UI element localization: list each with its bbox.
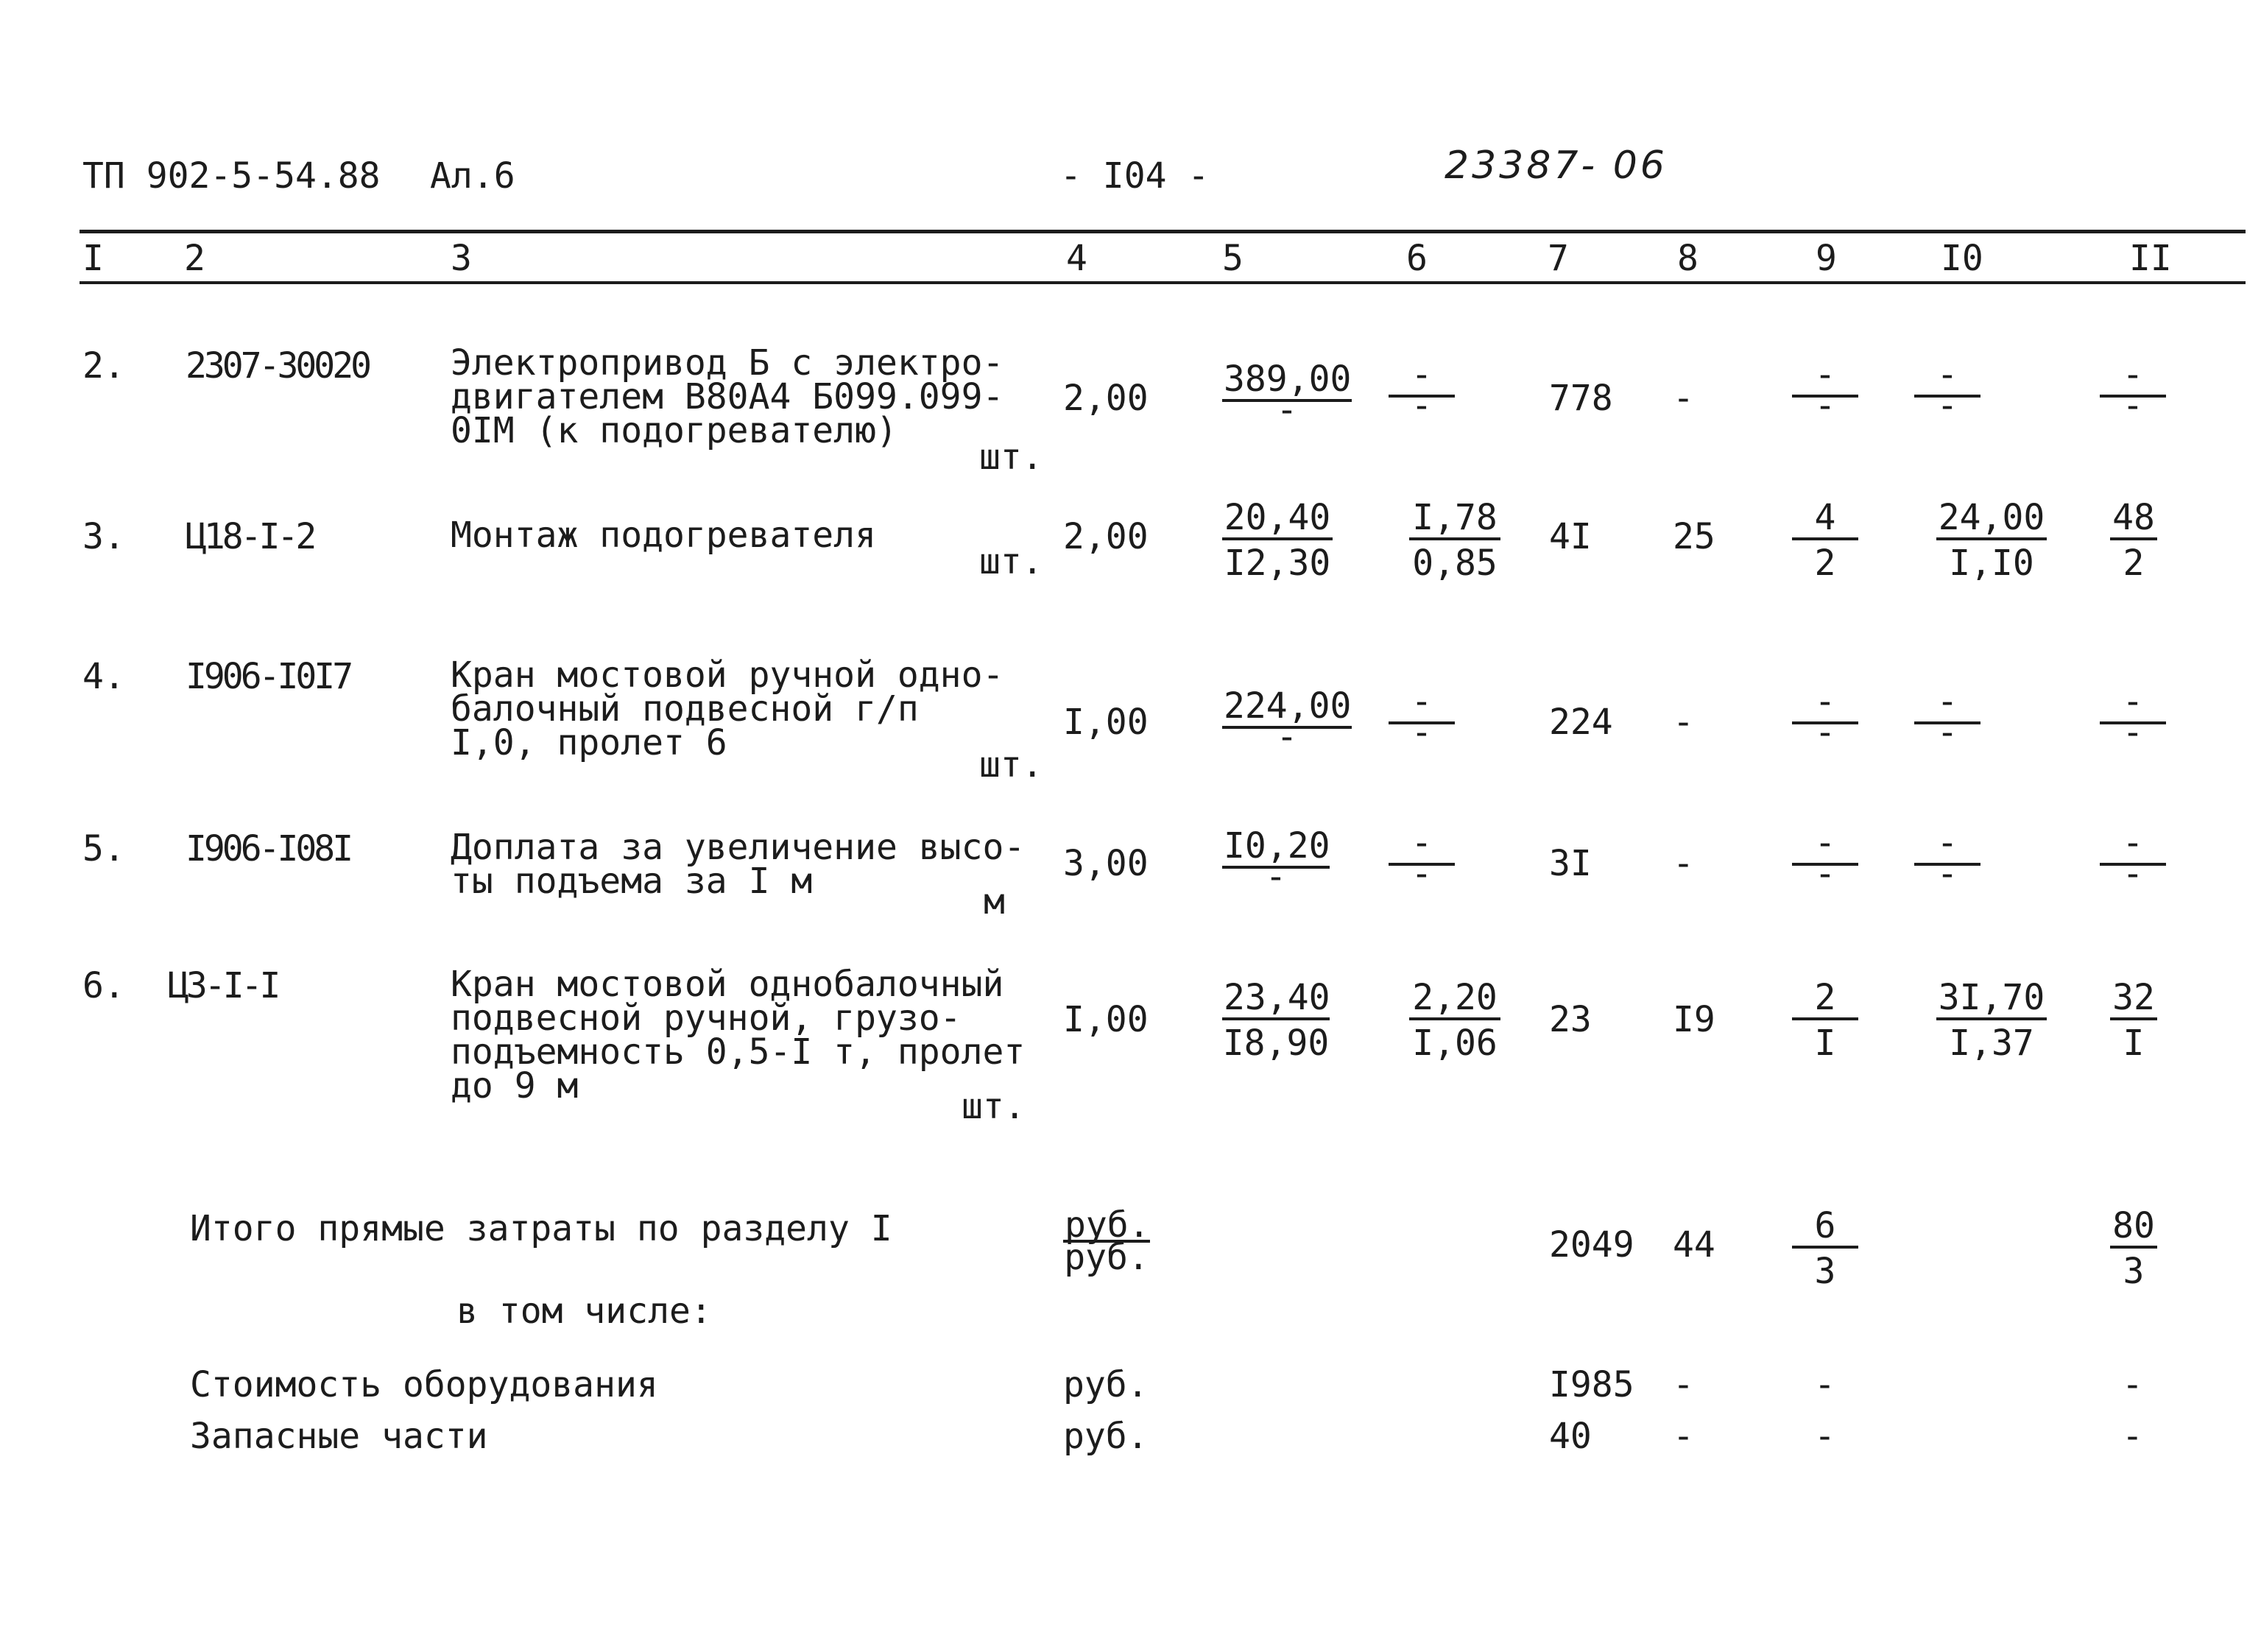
labour-per-unit — [1914, 822, 1980, 894]
labour-per-unit — [1914, 354, 1980, 426]
totals-machine-cost-bottom: 3 — [1814, 1251, 1836, 1292]
labour-per-unit-workers: - — [1914, 356, 1980, 398]
column-header-6: 6 — [1406, 238, 1428, 279]
item-description-line: Монтаж подогревателя — [451, 515, 876, 556]
labour-per-unit-machinists: - — [1936, 853, 1958, 894]
total-machine-cost-wages: - — [1814, 853, 1836, 894]
item-description-line: ты подъема за I м — [451, 861, 813, 902]
unit-cost-total: 20,40 — [1222, 499, 1333, 540]
price-code: Ц3-I-I — [168, 965, 278, 1006]
column-header-4: 4 — [1066, 238, 1087, 279]
quantity: 2,00 — [1063, 516, 1149, 557]
labour-per-unit-machinists: - — [1936, 712, 1958, 753]
total-wages: 25 — [1673, 516, 1715, 557]
quantity: 2,00 — [1063, 378, 1149, 419]
unit-machine-cost-wages: 0,85 — [1412, 543, 1498, 584]
unit-cost-wages: - — [1276, 389, 1298, 431]
row-number: 3. — [82, 516, 125, 557]
equipment-cost-total: I985 — [1549, 1364, 1634, 1405]
total-cost: 778 — [1549, 378, 1613, 419]
equipment-cost-unit: руб. — [1063, 1364, 1149, 1405]
item-description-line: Кран мостовой ручной одно- — [451, 654, 1004, 696]
column-header-11: II — [2129, 238, 2172, 279]
total-machine-cost — [1792, 354, 1858, 426]
top-rule — [80, 230, 2246, 233]
total-wages: - — [1673, 843, 1694, 884]
unit-machine-cost-total: - — [1389, 683, 1455, 724]
labour-per-unit-workers: 3I,70 — [1936, 979, 2047, 1020]
unit-cost-wages: - — [1276, 716, 1298, 758]
labour-per-unit-machinists: - — [1936, 385, 1958, 426]
total-machine-cost-wages: - — [1814, 712, 1836, 753]
unit-machine-cost — [1389, 822, 1455, 894]
total-machine-cost — [1792, 499, 1858, 582]
total-machine-cost-wages: 2 — [1814, 543, 1836, 584]
page-number: - I04 - — [1060, 155, 1210, 197]
spare-parts-label: Запасные части — [190, 1416, 488, 1457]
price-code: 2307-30020 — [186, 345, 369, 386]
album-number: Ал.6 — [430, 155, 515, 197]
labour-per-unit-machinists: I,37 — [1949, 1023, 2034, 1064]
labour-total-workers: - — [2100, 683, 2166, 724]
unit-cost — [1222, 979, 1330, 1062]
column-header-9: 9 — [1816, 238, 1837, 279]
unit-machine-cost — [1389, 354, 1455, 426]
unit-cost-wages: - — [1265, 856, 1287, 897]
total-machine-cost-total: 4 — [1792, 499, 1858, 540]
spare-parts-unit: руб. — [1063, 1416, 1149, 1457]
row-number: 4. — [82, 656, 125, 697]
totals-total-cost: 2049 — [1549, 1224, 1634, 1266]
unit-machine-cost-total: I,78 — [1409, 499, 1500, 540]
unit-machine-cost-wages: - — [1411, 712, 1433, 753]
quantity: 3,00 — [1063, 843, 1149, 884]
labour-total — [2100, 354, 2166, 426]
unit-cost-wages: I8,90 — [1222, 1023, 1330, 1064]
unit-machine-cost-wages: - — [1411, 385, 1433, 426]
labour-total-workers: - — [2100, 356, 2166, 398]
labour-per-unit — [1914, 681, 1980, 753]
labour-per-unit-machinists: I,I0 — [1949, 543, 2034, 584]
unit-cost-total: 23,40 — [1222, 979, 1330, 1020]
labour-total — [2110, 499, 2157, 582]
unit: шт. — [979, 541, 1043, 582]
totals-machine-cost-top: 6 — [1792, 1207, 1858, 1249]
total-machine-cost-total: 2 — [1792, 979, 1858, 1020]
totals-labour — [2110, 1207, 2157, 1290]
item-description-line: Электропривод Б с электро- — [451, 342, 1004, 384]
unit-cost — [1222, 685, 1352, 758]
spare-parts-machine: - — [1814, 1416, 1835, 1457]
item-description-line: до 9 м — [451, 1065, 579, 1106]
totals-unit — [1063, 1204, 1150, 1278]
including-label: в том числе: — [456, 1291, 712, 1332]
labour-total — [2100, 681, 2166, 753]
row-number: 2. — [82, 345, 125, 386]
unit-machine-cost — [1409, 979, 1500, 1062]
column-header-7: 7 — [1548, 238, 1569, 279]
labour-per-unit-workers: 24,00 — [1936, 499, 2047, 540]
total-machine-cost-total: - — [1792, 356, 1858, 398]
unit-machine-cost-wages: I,06 — [1412, 1023, 1498, 1064]
unit-machine-cost-wages: - — [1411, 853, 1433, 894]
column-header-5: 5 — [1222, 238, 1244, 279]
item-description-line: 0IМ (к подогревателю) — [451, 410, 897, 451]
total-machine-cost-wages: - — [1814, 385, 1836, 426]
equipment-cost-wages: - — [1673, 1364, 1694, 1405]
unit: шт. — [962, 1086, 1026, 1127]
totals-machine-cost — [1792, 1207, 1858, 1290]
unit-cost-total: I0,20 — [1222, 827, 1330, 869]
equipment-cost-labour: - — [2122, 1364, 2143, 1405]
item-description-line: Доплата за увеличение высо- — [451, 827, 1026, 868]
unit-cost — [1222, 359, 1352, 431]
item-description-line: I,0, пролет 6 — [451, 722, 727, 763]
total-wages: - — [1673, 702, 1694, 743]
item-description-line: Кран мостовой однобалочный — [451, 964, 1004, 1005]
total-machine-cost — [1792, 979, 1858, 1062]
spare-parts-wages: - — [1673, 1416, 1694, 1457]
labour-per-unit-workers: - — [1914, 683, 1980, 724]
item-description-line: двигателем В80А4 Б099.099- — [451, 376, 1004, 417]
total-cost: 224 — [1549, 702, 1613, 743]
unit-cost — [1222, 499, 1333, 582]
price-code: Ц18-I-2 — [186, 516, 314, 557]
unit: м — [984, 881, 1005, 922]
total-machine-cost-total: - — [1792, 825, 1858, 866]
totals-labour-bottom: 3 — [2123, 1251, 2145, 1292]
labour-total-workers: 48 — [2110, 499, 2157, 540]
total-machine-cost — [1792, 681, 1858, 753]
labour-total-machinists: - — [2122, 712, 2144, 753]
row-number: 6. — [82, 965, 125, 1006]
totals-unit-bottom: руб. — [1064, 1237, 1149, 1278]
column-header-2: 2 — [184, 238, 205, 279]
unit-machine-cost-total: 2,20 — [1409, 979, 1500, 1020]
unit-cost-wages: I2,30 — [1224, 543, 1331, 584]
total-wages: I9 — [1673, 999, 1715, 1040]
total-cost: 4I — [1549, 516, 1592, 557]
equipment-cost-machine: - — [1814, 1364, 1835, 1405]
labour-per-unit — [1936, 979, 2047, 1062]
totals-label: Итого прямые затраты по разделу I — [190, 1208, 892, 1249]
unit-cost-total: 224,00 — [1222, 688, 1352, 729]
labour-total-workers: 32 — [2110, 979, 2157, 1020]
item-description-line: балочный подвесной г/п — [451, 688, 919, 730]
labour-total — [2100, 822, 2166, 894]
total-cost: 3I — [1549, 843, 1592, 884]
unit-machine-cost — [1389, 681, 1455, 753]
labour-total-machinists: - — [2122, 385, 2144, 426]
unit: шт. — [979, 744, 1043, 786]
unit-machine-cost-total: - — [1389, 356, 1455, 398]
unit-machine-cost — [1409, 499, 1500, 582]
labour-per-unit — [1936, 499, 2047, 582]
column-header-8: 8 — [1677, 238, 1699, 279]
price-code: I906-I0I7 — [186, 656, 351, 697]
price-code: I906-I08I — [186, 828, 351, 869]
document-code: ТП 902-5-54.88 — [82, 155, 381, 197]
inventory-number: 23387- 06 — [1445, 144, 1668, 188]
labour-total — [2110, 979, 2157, 1062]
labour-total-machinists: 2 — [2123, 543, 2145, 584]
unit: шт. — [979, 437, 1043, 478]
column-header-10: I0 — [1941, 238, 1983, 279]
total-machine-cost-wages: I — [1814, 1023, 1836, 1064]
column-header-1: I — [82, 238, 104, 279]
quantity: I,00 — [1063, 999, 1149, 1040]
column-header-3: 3 — [451, 238, 472, 279]
labour-total-machinists: I — [2123, 1023, 2145, 1064]
unit-cost-total: 389,00 — [1222, 361, 1352, 402]
total-wages: - — [1673, 378, 1694, 419]
item-description-line: подвесной ручной, грузо- — [451, 998, 962, 1039]
labour-total-workers: - — [2100, 825, 2166, 866]
totals-labour-top: 80 — [2110, 1207, 2157, 1249]
total-machine-cost-total: - — [1792, 683, 1858, 724]
quantity: I,00 — [1063, 702, 1149, 743]
totals-unit-top: руб. — [1065, 1204, 1150, 1246]
labour-per-unit-workers: - — [1914, 825, 1980, 866]
header-underline — [80, 281, 2246, 284]
total-machine-cost — [1792, 822, 1858, 894]
totals-total-wages: 44 — [1673, 1224, 1715, 1266]
labour-total-machinists: - — [2122, 853, 2144, 894]
spare-parts-total: 40 — [1549, 1416, 1592, 1457]
row-number: 5. — [82, 828, 125, 869]
unit-machine-cost-total: - — [1389, 825, 1455, 866]
spare-parts-labour: - — [2122, 1416, 2143, 1457]
item-description-line: подъемность 0,5-I т, пролет — [451, 1031, 1026, 1073]
equipment-cost-label: Стоимость оборудования — [190, 1364, 658, 1405]
total-cost: 23 — [1549, 999, 1592, 1040]
unit-cost — [1222, 827, 1330, 895]
